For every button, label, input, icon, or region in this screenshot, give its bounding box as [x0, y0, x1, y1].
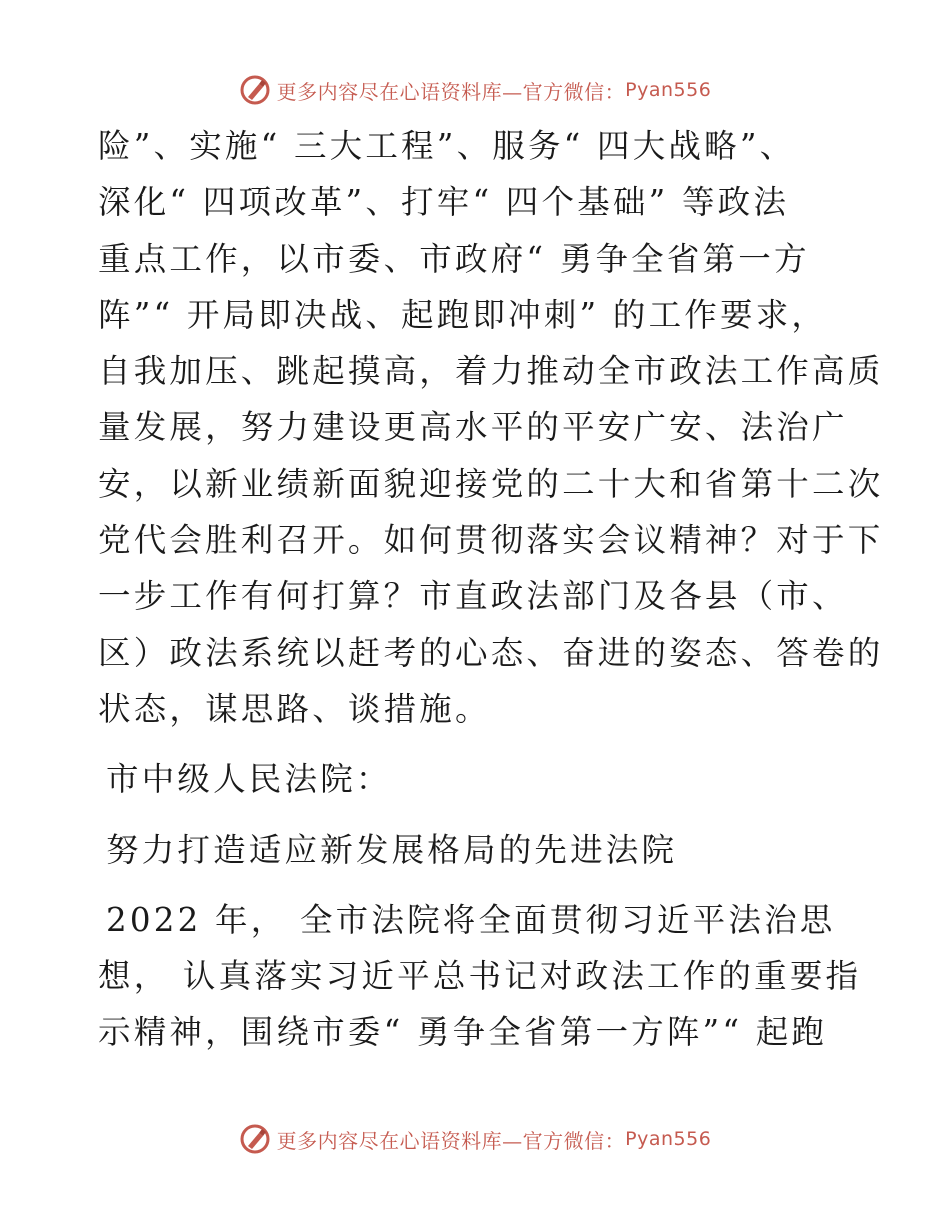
- section-title: 努力打造适应新发展格局的先进法院: [106, 830, 678, 869]
- text-line: 一步工作有何打算？市直政法部门及各县（市、: [98, 577, 848, 616]
- paragraph-spacer: [98, 808, 858, 822]
- footer-watermark: [0, 1119, 950, 1159]
- paragraph-spacer: [98, 878, 858, 892]
- text-line: 重点工作，以市委、市政府“ 勇争全省第一方: [98, 239, 810, 278]
- paragraph-2: [98, 892, 862, 1061]
- text-line: 示精神，围绕市委“ 勇争全省第一方阵”“ 起跑: [98, 1013, 828, 1052]
- pen-logo-icon: [239, 1123, 271, 1155]
- document-body: [98, 118, 884, 1061]
- text-line: 深化“ 四项改革”、打牢“ 四个基础” 等政法: [98, 183, 790, 222]
- watermark-wechat-id: Pyan556: [625, 79, 712, 101]
- pen-logo-icon: [239, 74, 271, 106]
- text-line: 区）政法系统以赶考的心态、奋进的姿态、答卷的: [98, 633, 884, 672]
- text-line: 党代会胜利召开。如何贯彻落实会议精神？对于下: [98, 521, 884, 560]
- text-line: 想， 认真落实习近平总书记对政法工作的重要指: [98, 957, 862, 996]
- text-line: 状态，谋思路、谈措施。: [98, 689, 491, 728]
- watermark-text: 更多内容尽在心语资料库—官方微信：: [276, 1128, 626, 1153]
- section-heading: 市中级人民法院：: [106, 760, 392, 799]
- text-line: 量发展，努力建设更高水平的平安广安、法治广: [98, 408, 848, 447]
- header-watermark: [0, 70, 950, 110]
- text-line: 阵”“ 开局即决战、起跑即冲刺” 的工作要求，: [98, 295, 828, 334]
- text-line: 安，以新业绩新面貌迎接党的二十大和省第十二次: [98, 464, 884, 503]
- paragraph-1: [98, 118, 884, 737]
- text-line: 险”、实施“ 三大工程”、服务“ 四大战略”、: [98, 127, 796, 165]
- watermark-text: 更多内容尽在心语资料库—官方微信：: [276, 79, 626, 104]
- paragraph-spacer: [98, 737, 858, 751]
- text-line: 自我加压、跳起摸高，着力推动全市政法工作高质: [98, 352, 884, 391]
- watermark-wechat-id: Pyan556: [625, 1128, 712, 1150]
- text-line: 2022 年， 全市法院将全面贯彻习近平法治思: [106, 900, 836, 939]
